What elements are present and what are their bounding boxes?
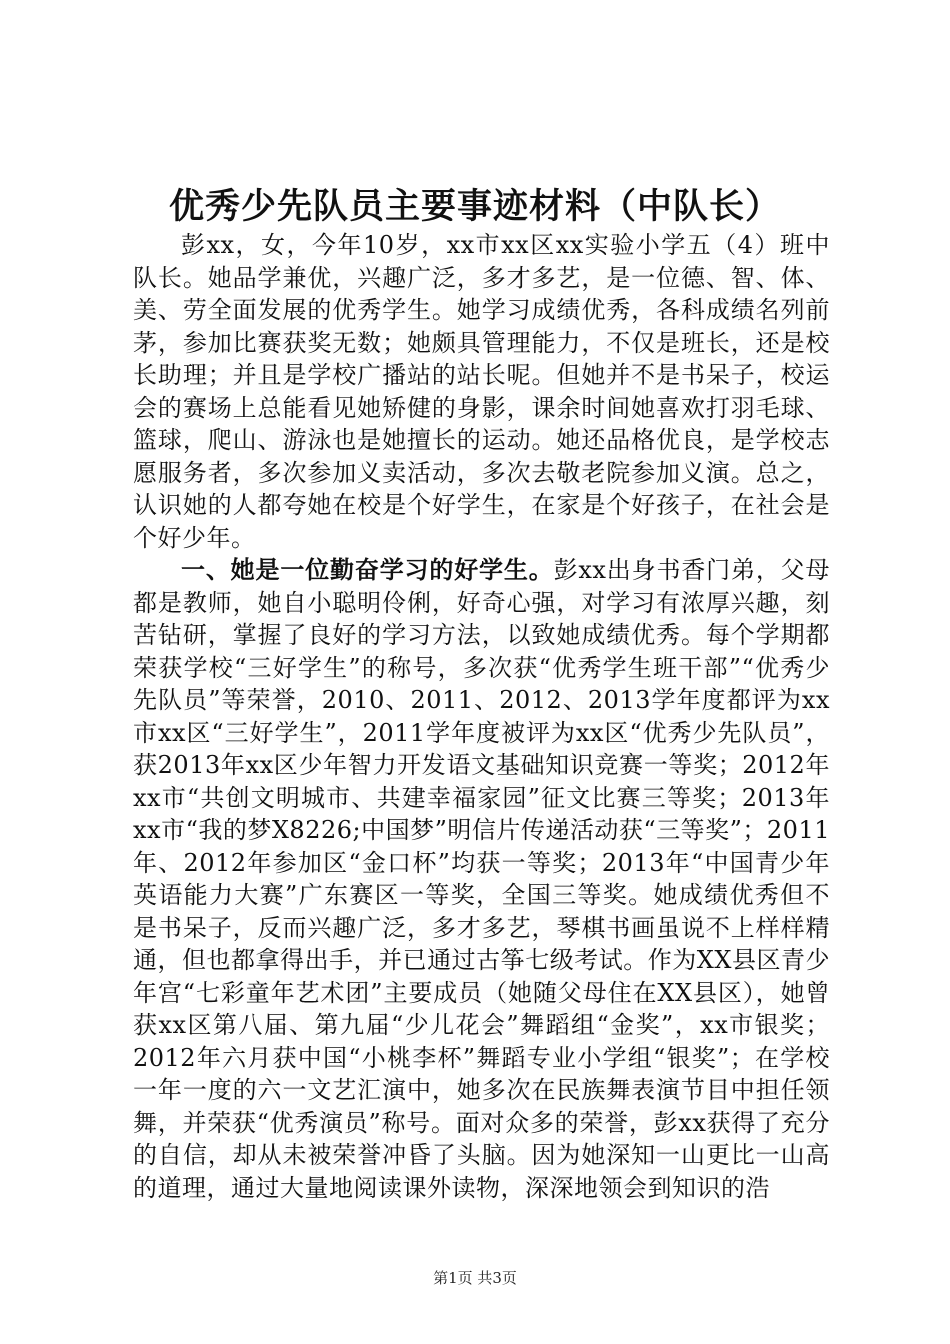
section-1-text: 彭xx出身书香门弟，父母都是教师，她自小聪明伶俐，好奇心强，对学习有浓厚兴趣，刻苦钻研，掌握了良好的学习方法，以致她成绩优秀。每个学期都荣获学校“三好学生”的称号，多次获“优秀学生班干部”“优秀少先队员”等荣誉，2010、2011、2012、2013学年度都评为xx市xx区“三好学生”，2011学年度被评为xx区“优秀少先队员”，获2013年xx区少年智力开发语文基础知识竞赛一等奖；2012年xx市“共创文明城市、共建幸福家园”征文比赛三等奖；2013年xx市“我的梦X8226;中国梦”明信片传递活动获“三等奖”；2011年、2012年参加区“金口杯”均获一等奖；2013年“中国青少年英语能力大赛”广东赛区一等奖，全国三等奖。她成绩优秀但不是书呆子，反而兴趣广泛，多才多艺，琴棋书画虽说不上样样精通，但也都拿得出手，并已通过古筝七级考试。作为XX县区青少年宫“七彩童年艺术团”主要成员（她随父母住在XX县区），她曾获xx区第八届、第九届“少儿花会”舞蹈组“金奖”，xx市银奖；2012年六月获中国“小桃李杯”舞蹈专业小学组“银奖”；在学校一年一度的六一文艺汇演中，她多次在民族舞表演节目中担任领舞，并荣获“优秀演员”称号。面对众多的荣誉，彭xx获得了充分的自信，却从未被荣誉冲昏了头脑。因为她深知一山更比一山高的道理，通过大量地阅读课外读物，深深地领会到知识的浩 bbox=[133, 556, 831, 1202]
section-1-heading: 一、她是一位勤奋学习的好学生。 bbox=[181, 555, 554, 584]
document-title: 优秀少先队员主要事迹材料（中队长） bbox=[168, 186, 781, 227]
intro-paragraph: 彭xx，女，今年10岁，xx市xx区xx实验小学五（4）班中队长。她品学兼优，兴趣广泛，多才多艺，是一位德、智、体、美、劳全面发展的优秀学生。她学习成绩优秀，各科成绩名列前茅，参加比赛获奖无数；她颇具管理能力，不仅是班长，还是校长助理；并且是学校广播站的站长呢。但她并不是书呆子，校运会的赛场上总能看见她矫健的身影，课余时间她喜欢打羽毛球、篮球，爬山、游泳也是她擅长的运动。她还品格优良，是学校志愿服务者，多次参加义卖活动，多次去敬老院参加义演。总之，认识她的人都夸她在校是个好学生，在家是个好孩子，在社会是个好少年。 bbox=[133, 231, 830, 552]
page-footer: 第1页 共3页 bbox=[433, 1269, 517, 1287]
section-1-paragraph bbox=[133, 554, 830, 1204]
document-body bbox=[133, 229, 830, 1204]
